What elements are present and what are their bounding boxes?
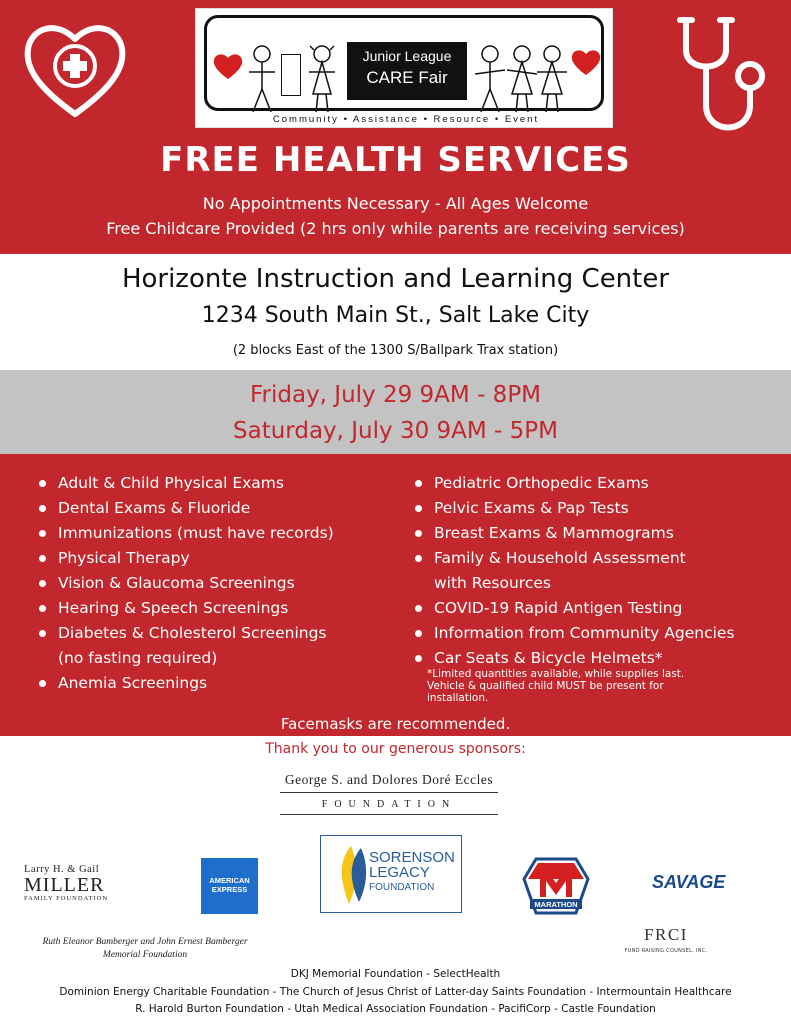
marathon-logo <box>522 857 590 915</box>
service-item: Adult & Child Physical Exams <box>36 471 406 496</box>
subtitle-appointments: No Appointments Necessary - All Ages Welcome <box>202 194 589 213</box>
service-item-continuation: with Resources <box>434 574 551 592</box>
service-item: Pediatric Orthopedic Exams <box>412 471 782 496</box>
logo-heart-right-icon <box>571 48 601 76</box>
eccles-divider <box>280 792 498 793</box>
car-seat-footnote <box>427 668 747 704</box>
service-item: Family & Household Assessment <box>412 546 782 571</box>
footnote-line: installation. <box>427 692 489 704</box>
services-list-right <box>412 471 782 671</box>
bamberger-line1: Ruth Eleanor Bamberger and John Ernest Bamberger <box>42 937 248 947</box>
sponsors-heading: Thank you to our generous sponsors: <box>265 741 526 757</box>
facemask-notice: Facemasks are recommended. <box>280 715 511 733</box>
logo-kid-drawing-icon <box>475 44 505 116</box>
location-name: Horizonte Instruction and Learning Center <box>121 264 670 294</box>
service-item-continuation: (no fasting required) <box>58 649 218 667</box>
savage-logo: SAVAGE <box>652 872 726 892</box>
logo-sign <box>281 54 301 96</box>
sorenson-line2: LEGACY <box>369 864 430 881</box>
footnote-line: *Limited quantities available, while supplies last. <box>427 668 685 680</box>
logo-tagline: Community • Assistance • Resource • Event <box>272 114 540 125</box>
header-banner <box>0 0 791 254</box>
page-title: FREE HEALTH SERVICES <box>160 140 631 180</box>
sorenson-legacy-logo <box>320 835 462 913</box>
eccles-foundation-logo <box>280 772 498 815</box>
service-item: Vision & Glaucoma Screenings <box>36 571 406 596</box>
services-section <box>0 454 791 736</box>
service-item: Physical Therapy <box>36 546 406 571</box>
miller-line2: MILLER <box>24 874 105 896</box>
care-fair-logo <box>195 8 613 128</box>
sorenson-line1: SORENSON <box>369 849 455 866</box>
frci-title: FRCI <box>644 925 688 944</box>
service-item: Diabetes & Cholesterol Screenings <box>36 621 406 646</box>
service-item: Car Seats & Bicycle Helmets* <box>412 646 782 671</box>
logo-title-block <box>347 42 467 100</box>
heart-medical-cross-icon <box>20 14 130 124</box>
eccles-foundation-label: FOUNDATION <box>321 799 457 810</box>
miller-foundation-logo <box>24 864 134 902</box>
service-item: Dental Exams & Fluoride <box>36 496 406 521</box>
logo-kid-drawing-icon <box>247 44 277 116</box>
bamberger-foundation <box>20 936 270 962</box>
service-item: Anemia Screenings <box>36 671 406 696</box>
sponsor-text-line: DKJ Memorial Foundation - SelectHealth <box>290 968 501 980</box>
amex-line2: EXPRESS <box>211 885 248 894</box>
marathon-label: MARATHON <box>534 900 578 909</box>
footnote-line: Vehicle & qualified child MUST be present for <box>427 680 664 692</box>
service-item: Information from Community Agencies <box>412 621 782 646</box>
logo-title-line2: CARE Fair <box>366 68 448 87</box>
eccles-divider <box>280 814 498 815</box>
sorenson-line3: FOUNDATION <box>369 882 435 893</box>
service-item: Immunizations (must have records) <box>36 521 406 546</box>
location-address: 1234 South Main St., Salt Lake City <box>201 303 590 328</box>
location-directions: (2 blocks East of the 1300 S/Ballpark Trax station) <box>232 343 559 358</box>
event-dates-band <box>0 370 791 454</box>
logo-sign-text: AHE FLO MR TOL <box>284 58 298 92</box>
logo-kid-drawing-icon <box>507 44 537 116</box>
american-express-logo <box>201 858 258 914</box>
logo-heart-left-icon <box>213 52 243 80</box>
sponsor-text-line: R. Harold Burton Foundation - Utah Medical Association Foundation - PacifiCorp - Castle Foundation <box>135 1003 656 1015</box>
miller-line3: FAMILY FOUNDATION <box>24 895 109 902</box>
sorenson-swoosh-icon <box>331 842 369 908</box>
sorenson-text <box>369 850 455 895</box>
miller-line1: Larry H. & Gail <box>24 864 100 875</box>
frci-subtitle: FUND RAISING COUNSEL, INC. <box>624 948 708 954</box>
stethoscope-icon <box>668 10 768 140</box>
logo-frame <box>204 15 604 111</box>
logo-kid-drawing-icon <box>307 44 337 116</box>
date-friday: Friday, July 29 9AM - 8PM <box>249 382 542 408</box>
service-item: Hearing & Speech Screenings <box>36 596 406 621</box>
bamberger-line2: Memorial Foundation <box>102 950 188 960</box>
eccles-name: George S. and Dolores Doré Eccles <box>284 772 494 787</box>
sponsor-text-line: Dominion Energy Charitable Foundation - The Church of Jesus Christ of Latter-day Saints Foundation - Intermountain Healthcare <box>59 986 732 998</box>
frci-logo <box>614 925 718 954</box>
service-item: COVID-19 Rapid Antigen Testing <box>412 596 782 621</box>
date-saturday: Saturday, July 30 9AM - 5PM <box>233 418 558 444</box>
service-item: Breast Exams & Mammograms <box>412 521 782 546</box>
logo-title-line1: Junior League <box>362 48 452 64</box>
services-list-left <box>36 471 406 696</box>
amex-line1: AMERICAN <box>209 876 250 885</box>
service-item: Pelvic Exams & Pap Tests <box>412 496 782 521</box>
logo-kid-drawing-icon <box>537 44 567 116</box>
subtitle-childcare: Free Childcare Provided (2 hrs only while parents are receiving services) <box>106 219 685 238</box>
